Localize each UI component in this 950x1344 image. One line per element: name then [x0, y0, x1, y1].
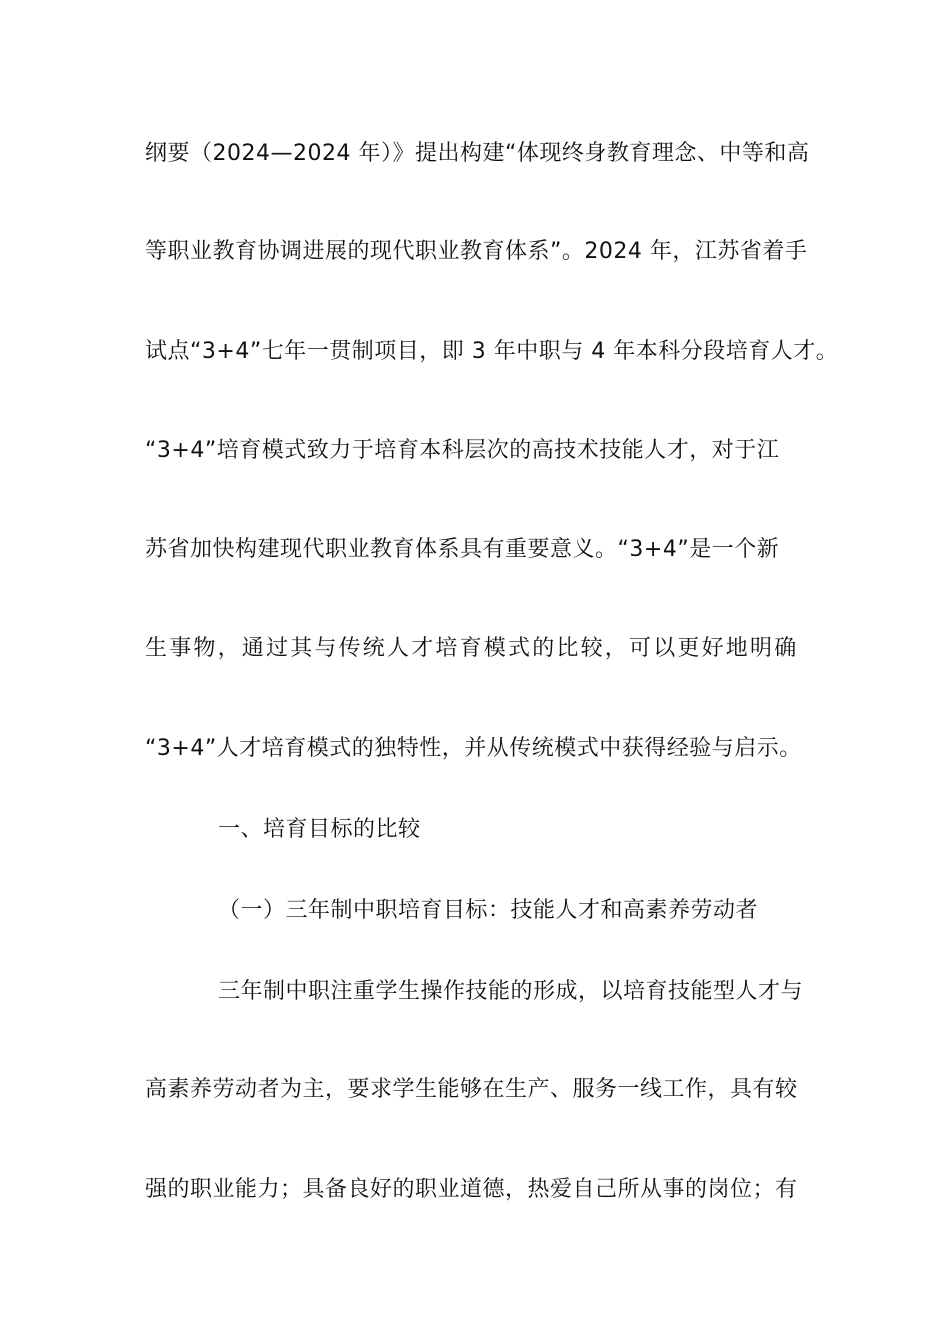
subsection-heading: （一）三年制中职培育目标：技能人才和高素养劳动者	[218, 898, 759, 923]
paragraph-line: 等职业教育协调进展的现代职业教育体系”。2024 年，江苏省着手	[145, 239, 808, 264]
paragraph-line: 生事物，通过其与传统人才培育模式的比较，可以更好地明确	[145, 636, 799, 661]
paragraph-line: 三年制中职注重学生操作技能的形成，以培育技能型人才与	[218, 979, 804, 1004]
paragraph-line: 试点“3+4”七年一贯制项目，即 3 年中职与 4 年本科分段培育人才。	[145, 339, 839, 364]
paragraph-line: 高素养劳动者为主，要求学生能够在生产、服务一线工作，具有较	[145, 1077, 798, 1102]
paragraph-line: “3+4”人才培育模式的独特性，并从传统模式中获得经验与启示。	[145, 736, 802, 761]
paragraph-line: 苏省加快构建现代职业教育体系具有重要意义。“3+4”是一个新	[145, 537, 780, 562]
paragraph-line: “3+4”培育模式致力于培育本科层次的高技术技能人才，对于江	[145, 438, 780, 463]
paragraph-line: 强的职业能力；具备良好的职业道德，热爱自己所从事的岗位；有	[145, 1177, 798, 1202]
paragraph-line: 纲要（2024—2024 年）》提出构建“体现终身教育理念、中等和高	[145, 141, 810, 166]
section-heading: 一、培育目标的比较	[218, 817, 421, 842]
